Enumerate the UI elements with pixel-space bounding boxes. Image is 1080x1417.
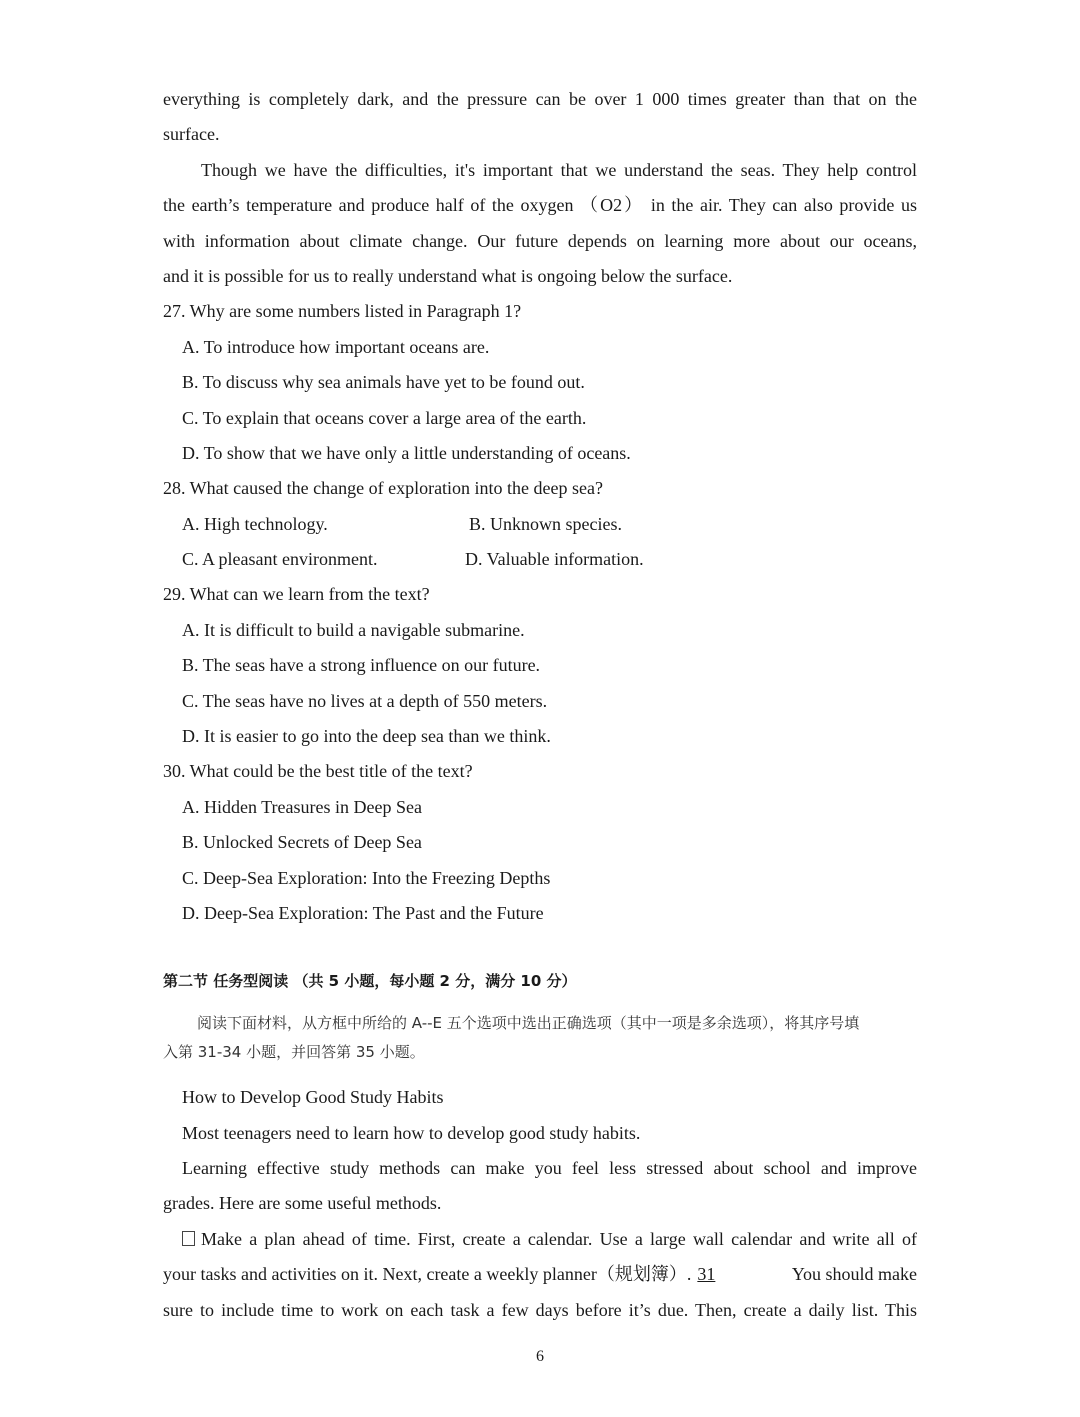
question-option: C. Deep-Sea Exploration: Into the Freezing Depths bbox=[182, 868, 551, 888]
checkbox-glyph-icon bbox=[182, 1231, 195, 1246]
question-option: C. The seas have no lives at a depth of 550 meters. bbox=[182, 691, 548, 711]
question-stem: 29. What can we learn from the text? bbox=[163, 584, 430, 604]
article-text: your tasks and activities on it. Next, create a weekly planner（规划簿）. bbox=[163, 1264, 692, 1284]
question-stem: 30. What could be the best title of the text? bbox=[163, 761, 473, 781]
passage-line: Though we have the difficulties, it's important that we understand the seas. They help control bbox=[201, 160, 917, 180]
passage-line: the earth’s temperature and produce half of the oxygen （O2） in the air. They can also provide us bbox=[163, 195, 917, 215]
question-stem: 27. Why are some numbers listed in Paragraph 1? bbox=[163, 301, 522, 321]
question-option: C. A pleasant environment. bbox=[182, 549, 378, 569]
article-paragraph: Learning effective study methods can make you feel less stressed about school and improve bbox=[182, 1158, 917, 1178]
question-stem: 28. What caused the change of exploration into the deep sea? bbox=[163, 478, 603, 498]
question-option: A. It is difficult to build a navigable submarine. bbox=[182, 620, 525, 640]
instruction-line: 入第 31-34 小题，并回答第 35 小题。 bbox=[163, 1043, 425, 1061]
passage-line: with information about climate change. Our future depends on learning more about our oceans, bbox=[163, 231, 917, 251]
article-paragraph bbox=[163, 1262, 917, 1286]
question-option: A. To introduce how important oceans are. bbox=[182, 337, 490, 357]
article-paragraph bbox=[182, 1227, 917, 1251]
question-option: D. To show that we have only a little understanding of oceans. bbox=[182, 443, 631, 463]
article-paragraph: Most teenagers need to learn how to develop good study habits. bbox=[182, 1123, 641, 1143]
question-option: A. Hidden Treasures in Deep Sea bbox=[182, 797, 422, 817]
question-option: D. Valuable information. bbox=[465, 549, 644, 569]
page-number: 6 bbox=[536, 1348, 544, 1365]
question-option: B. To discuss why sea animals have yet to be found out. bbox=[182, 372, 585, 392]
question-option: D. Deep-Sea Exploration: The Past and the Future bbox=[182, 903, 544, 923]
instruction-line: 阅读下面材料，从方框中所给的 A--E 五个选项中选出正确选项（其中一项是多余选项），将其序号填 bbox=[197, 1014, 860, 1032]
question-option: C. To explain that oceans cover a large area of the earth. bbox=[182, 408, 587, 428]
passage-line: surface. bbox=[163, 124, 220, 144]
question-option: B. The seas have a strong influence on our future. bbox=[182, 655, 541, 675]
passage-line: and it is possible for us to really understand what is ongoing below the surface. bbox=[163, 266, 733, 286]
answer-blank-31: 31 bbox=[697, 1264, 716, 1284]
passage-line: everything is completely dark, and the pressure can be over 1 000 times greater than that on the bbox=[163, 89, 917, 109]
question-option: D. It is easier to go into the deep sea than we think. bbox=[182, 726, 551, 746]
question-option: B. Unknown species. bbox=[469, 514, 622, 534]
section-heading: 第二节 任务型阅读 （共 5 小题，每小题 2 分，满分 10 分） bbox=[163, 972, 577, 990]
question-option: B. Unlocked Secrets of Deep Sea bbox=[182, 832, 422, 852]
article-text: You should make bbox=[791, 1264, 917, 1284]
question-option: A. High technology. bbox=[182, 514, 328, 534]
article-paragraph: sure to include time to work on each task a few days before it’s due. Then, create a daily list. This bbox=[163, 1300, 917, 1320]
article-text: Make a plan ahead of time. First, create a calendar. Use a large wall calendar and write all of bbox=[201, 1229, 917, 1249]
article-paragraph: grades. Here are some useful methods. bbox=[163, 1193, 442, 1213]
article-title: How to Develop Good Study Habits bbox=[182, 1087, 444, 1107]
